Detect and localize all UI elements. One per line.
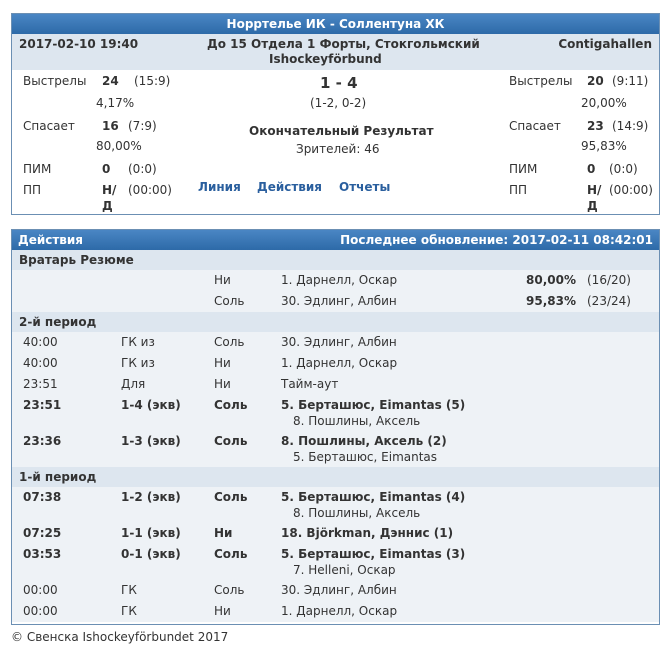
event-assist: 7. Helleni, Оскар: [293, 563, 396, 577]
event-row: [12, 580, 659, 601]
event-team: Соль: [214, 547, 248, 561]
actions-link[interactable]: Действия: [257, 180, 323, 194]
event-type: ГК: [121, 583, 137, 597]
home-pp-value-b: Д: [102, 199, 113, 213]
event-player: 8. Пошлины, Аксель (2): [281, 434, 447, 448]
last-updated: Последнее обновление: 2017-02-11 08:42:01: [340, 233, 653, 247]
event-player: 5. Берташюс, Eimantas (4): [281, 490, 466, 504]
period-2-events: [12, 332, 659, 467]
event-team: Соль: [214, 583, 245, 597]
away-shots-pct: 20,00%: [581, 96, 627, 110]
event-team: Ни: [214, 377, 231, 391]
event-time: 03:53: [23, 547, 62, 561]
event-team: Соль: [214, 335, 245, 349]
actions-panel: [11, 229, 660, 625]
home-pim-label: ПИМ: [23, 162, 52, 176]
away-pim-value: 0: [587, 162, 596, 176]
spectators: Зрителей: 46: [296, 142, 380, 156]
event-time: 23:36: [23, 434, 62, 448]
event-team: Соль: [214, 398, 248, 412]
event-time: 40:00: [23, 356, 58, 370]
goalie-row: [12, 291, 659, 312]
reports-link[interactable]: Отчеты: [339, 180, 391, 194]
event-row: [12, 544, 659, 580]
away-shots-label: Выстрелы: [509, 74, 573, 88]
event-time: 00:00: [23, 583, 58, 597]
game-title-bar: [12, 14, 659, 34]
event-row: [12, 395, 659, 431]
away-pp-value-b: Д: [587, 199, 598, 213]
arena-name: Contigahallen: [558, 37, 652, 51]
event-type: 1-3 (экв): [121, 434, 181, 448]
event-type: 1-2 (экв): [121, 490, 181, 504]
away-shots-detail: (9:11): [612, 74, 649, 88]
event-player: 30. Эдлинг, Албин: [281, 583, 397, 597]
actions-title: Действия: [18, 233, 84, 247]
league-name-line2: Ishockeyförbund: [269, 52, 382, 66]
actions-header: [12, 230, 659, 250]
goalie-name: 1. Дарнелл, Оскар: [281, 273, 398, 287]
event-row: [12, 523, 659, 544]
goalie-save-detail: (23/24): [587, 294, 631, 308]
event-team: Соль: [214, 434, 248, 448]
event-team: Ни: [214, 526, 233, 540]
home-pim-value: 0: [102, 162, 111, 176]
event-team: Соль: [214, 490, 248, 504]
goalie-save-detail: (16/20): [587, 273, 631, 287]
event-player: Тайм-аут: [281, 377, 339, 391]
event-type: ГК: [121, 604, 137, 618]
home-saves-label: Спасает: [23, 119, 75, 133]
away-saves-label: Спасает: [509, 119, 561, 133]
home-saves-detail: (7:9): [128, 119, 157, 133]
away-saves-value: 23: [587, 119, 604, 133]
home-pim-detail: (0:0): [128, 162, 157, 176]
event-type: ГК из: [121, 356, 155, 370]
event-row: [12, 431, 659, 467]
goalie-summary-band: [12, 250, 659, 270]
event-row: [12, 374, 659, 395]
event-player: 5. Берташюс, Eimantas (5): [281, 398, 466, 412]
away-pp-value-a: Н/: [587, 183, 602, 197]
event-type: 1-1 (экв): [121, 526, 181, 540]
game-title: Норртелье ИК - Соллентуна ХК: [226, 17, 445, 31]
event-player: 1. Дарнелл, Оскар: [281, 356, 398, 370]
league-name-line1: До 15 Отдела 1 Форты, Стокгольмский: [207, 37, 480, 51]
home-saves-pct: 80,00%: [96, 139, 142, 153]
period-1-band: [12, 467, 659, 487]
copyright-footer: © Свенска Ishockeyförbundet 2017: [11, 630, 229, 644]
event-player: 1. Дарнелл, Оскар: [281, 604, 398, 618]
home-saves-value: 16: [102, 119, 119, 133]
game-summary-panel: [11, 13, 660, 215]
event-player: 30. Эдлинг, Албин: [281, 335, 397, 349]
period-scores: (1-2, 0-2): [310, 96, 367, 110]
away-pp-label: ПП: [509, 183, 528, 197]
event-row: [12, 332, 659, 353]
event-time: 07:38: [23, 490, 62, 504]
game-status: Окончательный Результат: [249, 124, 434, 138]
event-time: 00:00: [23, 604, 58, 618]
home-shots-detail: (15:9): [134, 74, 171, 88]
event-type: 0-1 (экв): [121, 547, 181, 561]
home-pp-detail: (00:00): [128, 183, 172, 197]
event-team: Ни: [214, 356, 231, 370]
home-pp-label: ПП: [23, 183, 42, 197]
event-assist: 8. Пошлины, Аксель: [293, 506, 421, 520]
period-1-events: [12, 487, 659, 622]
goalie-summary-rows: [12, 270, 659, 312]
home-shots-value: 24: [102, 74, 119, 88]
event-row: [12, 487, 659, 523]
event-type: ГК из: [121, 335, 155, 349]
event-assist: 5. Берташюс, Eimantas: [293, 450, 438, 464]
event-player: 5. Берташюс, Eimantas (3): [281, 547, 466, 561]
away-saves-pct: 95,83%: [581, 139, 627, 153]
event-row: [12, 353, 659, 374]
period-2-label: 2-й период: [19, 315, 97, 329]
home-shots-label: Выстрелы: [23, 74, 87, 88]
final-score: 1 - 4: [320, 74, 358, 92]
event-time: 23:51: [23, 398, 62, 412]
event-time: 40:00: [23, 335, 58, 349]
event-time: 07:25: [23, 526, 62, 540]
event-time: 23:51: [23, 377, 58, 391]
goalie-name: 30. Эдлинг, Албин: [281, 294, 397, 308]
event-player: 18. Björkman, Дэннис (1): [281, 526, 454, 540]
event-assist: 8. Пошлины, Аксель: [293, 414, 421, 428]
goalie-team: Ни: [214, 273, 231, 287]
event-team: Ни: [214, 604, 231, 618]
goalie-save-pct: 80,00%: [526, 273, 576, 287]
game-info-bar: [12, 34, 659, 70]
away-saves-detail: (14:9): [612, 119, 649, 133]
event-row: [12, 601, 659, 622]
period-1-label: 1-й период: [19, 470, 97, 484]
goalie-row: [12, 270, 659, 291]
event-type: 1-4 (экв): [121, 398, 181, 412]
goalie-save-pct: 95,83%: [526, 294, 576, 308]
goalie-team: Соль: [214, 294, 245, 308]
away-shots-value: 20: [587, 74, 604, 88]
home-pp-value-a: Н/: [102, 183, 117, 197]
away-pim-detail: (0:0): [609, 162, 638, 176]
lineup-link[interactable]: Линия: [198, 180, 241, 194]
game-datetime: 2017-02-10 19:40: [19, 37, 139, 51]
away-pim-label: ПИМ: [509, 162, 538, 176]
goalie-summary-label: Вратарь Резюме: [19, 253, 134, 267]
period-2-band: [12, 312, 659, 332]
away-pp-detail: (00:00): [609, 183, 653, 197]
event-type: Для: [121, 377, 146, 391]
home-shots-pct: 4,17%: [96, 96, 135, 110]
